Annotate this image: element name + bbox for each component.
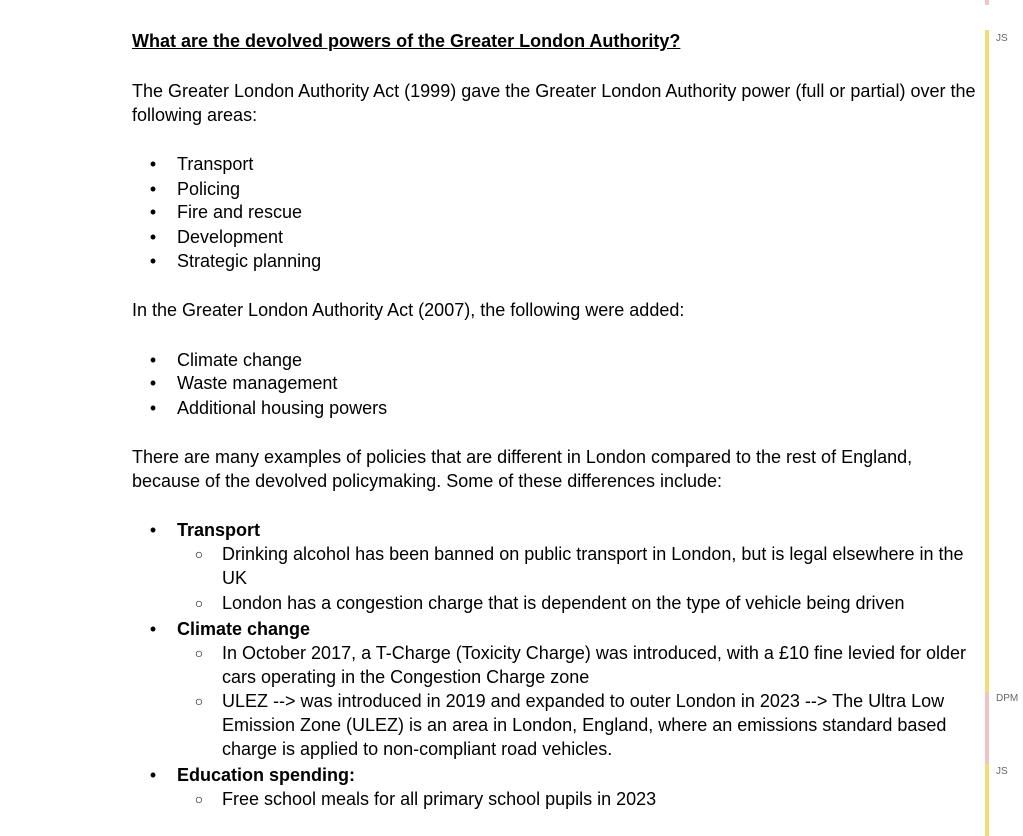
list-item-text: Strategic planning — [177, 251, 322, 271]
example-heading: Climate change — [177, 619, 311, 639]
bullet-icon: • — [149, 179, 157, 199]
intro-paragraph: The Greater London Authority Act (1999) gave the Greater London Authority power (full or partial) over the following areas: — [132, 81, 976, 125]
comment-author-tag[interactable]: DPM — [996, 693, 1019, 704]
comment-author-tag[interactable]: JS — [996, 766, 1008, 777]
example-heading: Education spending: — [177, 765, 355, 785]
examples-paragraph: There are many examples of policies that are different in London compared to the rest of England, because of the devolved policymaking. Some of these differences include: — [132, 447, 913, 491]
list-item-text: Development — [177, 227, 284, 247]
list-item-text: Additional housing powers — [177, 398, 388, 418]
bullet-icon: • — [149, 520, 157, 540]
comment-bar[interactable] — [985, 30, 989, 692]
bullet-icon: • — [149, 227, 157, 247]
comment-bar[interactable] — [985, 764, 989, 836]
bullet-icon: • — [149, 350, 157, 370]
circle-bullet-icon: ○ — [194, 546, 204, 562]
circle-bullet-icon: ○ — [194, 645, 204, 661]
list-item-text: Fire and rescue — [177, 202, 303, 222]
sub-list-item-text: Free school meals for all primary school pupils in 2023 — [222, 789, 657, 809]
sub-list-item-text: ULEZ --> was introduced in 2019 and expanded to outer London in 2023 --> The Ultra Low Emission Zone (ULEZ) is an area in London, England, where an emissions standard based charge is applied to non-compliant road vehicles. — [222, 691, 947, 759]
comment-author-tag[interactable]: JS — [996, 33, 1008, 44]
page-title: What are the devolved powers of the Greater London Authority? — [132, 31, 681, 51]
sub-list-item-text: London has a congestion charge that is dependent on the type of vehicle being driven — [222, 593, 905, 613]
example-heading: Transport — [177, 520, 261, 540]
circle-bullet-icon: ○ — [194, 791, 204, 807]
bullet-icon: • — [149, 373, 157, 393]
circle-bullet-icon: ○ — [194, 693, 204, 709]
added-paragraph: In the Greater London Authority Act (2007), the following were added: — [132, 300, 685, 320]
bullet-icon: • — [149, 154, 157, 174]
list-item-text: Waste management — [177, 373, 338, 393]
sub-list-item-text: Drinking alcohol has been banned on public transport in London, but is legal elsewhere in the UK — [222, 544, 964, 588]
list-item-text: Transport — [177, 154, 254, 174]
bullet-icon: • — [149, 765, 157, 785]
list-item-text: Policing — [177, 179, 241, 199]
bullet-icon: • — [149, 202, 157, 222]
bullet-icon: • — [149, 251, 157, 271]
list-item-text: Climate change — [177, 350, 303, 370]
sub-list-item-text: In October 2017, a T-Charge (Toxicity Charge) was introduced, with a £10 fine levied for older cars operating in the Congestion Charge zone — [222, 643, 967, 687]
comment-bar[interactable] — [985, 0, 989, 5]
bullet-icon: • — [149, 398, 157, 418]
bullet-icon: • — [149, 619, 157, 639]
circle-bullet-icon: ○ — [194, 595, 204, 611]
comment-bar[interactable] — [985, 692, 989, 764]
